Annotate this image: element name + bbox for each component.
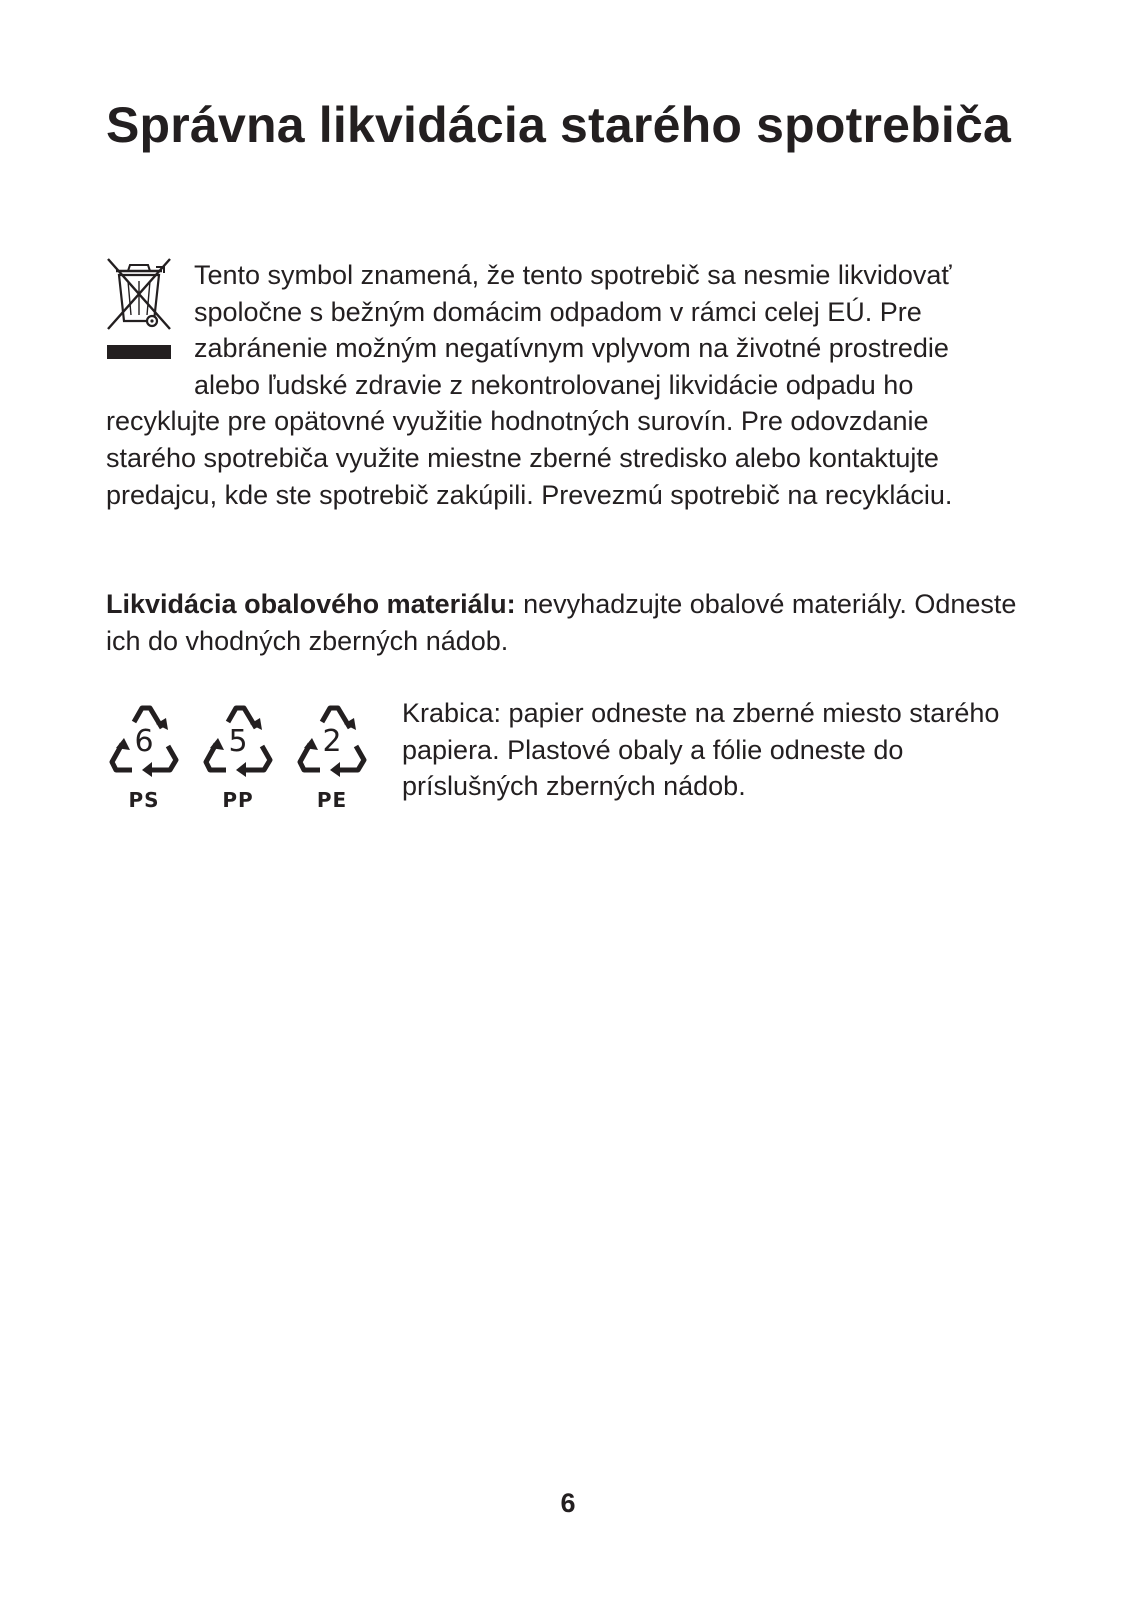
- packaging-paragraph: [106, 586, 1021, 659]
- weee-paragraph-text: Tento symbol znamená, že tento spotrebič sa nesmie likvidovať spoločne s bežným domácim odpadom v rámci celej EÚ. Pre zabránenie možným negatívnym vplyvom na životné prostredie alebo ľudské zdravie z nekontrolovanej likvidácie odpadu ho recyklujte pre opätovné využitie hodnotných surovín. Pre odovzdanie starého spotrebiča využite miestne zberné stredisko alebo kontaktujte predajcu, kde ste spotrebič zakúpili. Prevezmú spotrebič na recykláciu.: [106, 260, 953, 510]
- recycle-2-pe-icon: [294, 700, 378, 820]
- recycle-number: 5: [228, 724, 248, 759]
- recycle-symbols: [106, 700, 396, 820]
- recycle-5-pp-icon: [200, 700, 284, 820]
- recycle-number: 2: [322, 724, 342, 759]
- weee-paragraph: [106, 257, 1021, 513]
- page-number: 6: [560, 1488, 576, 1518]
- recycle-label: PP: [222, 788, 254, 812]
- recycle-label: PS: [128, 788, 160, 812]
- recycle-number: 6: [134, 724, 154, 759]
- crossed-out-wheelie-bin-icon: [106, 257, 172, 363]
- box-paragraph: Krabica: papier odneste na zberné miesto starého papiera. Plastové obaly a fólie odneste do príslušných zberných nádob.: [402, 698, 1000, 802]
- packaging-heading: Likvidácia obalového materiálu:: [106, 589, 516, 619]
- recycle-label: PE: [316, 788, 348, 812]
- packaging-text: nevyhadzujte obalové materiály. Odneste ich do vhodných zberných nádob.: [106, 589, 1017, 656]
- page-title: Správna likvidácia starého spotrebiča: [106, 97, 1012, 153]
- recycle-6-ps-icon: [106, 700, 190, 820]
